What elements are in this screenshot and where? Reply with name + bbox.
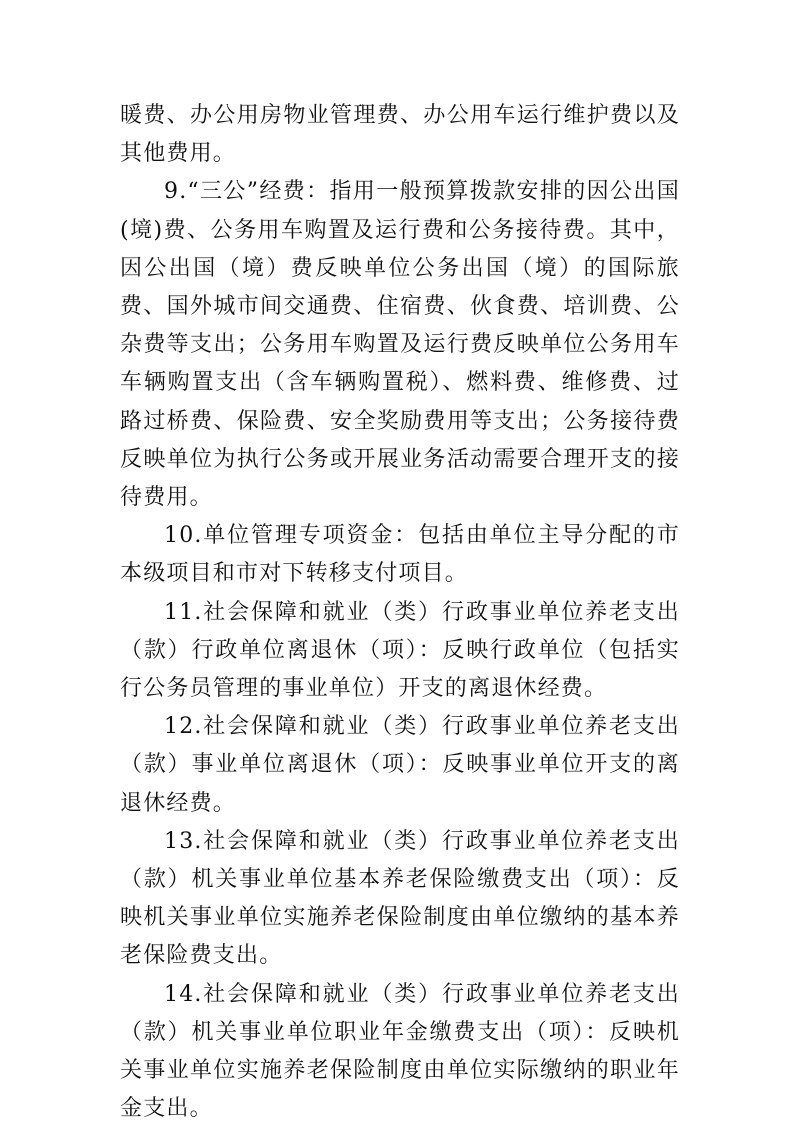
paragraph-item-13: 13.社会保障和就业（类）行政事业单位养老支出（款）机关事业单位基本养老保险缴费支出（项）：反映机关事业单位实施养老保险制度由单位缴纳的基本养老保险费支出。 [120, 828, 680, 969]
paragraph-item-9: 9.“三公”经费：指用一般预算拨款安排的因公出国(境)费、公务用车购置及运行费和公务接待费。其中，因公出国（境）费反映单位公务出国（境）的国际旅费、国外城市间交通费、住宿费、伙食费、培训费、公杂费等支出；公务用车购置及运行费反映单位公务用车车辆购置支出（含车辆购置税）、燃料费、维修费、过路过桥费、保险费、安全奖励费用等支出；公务接待费反映单位为执行公务或开展业务活动需要合理开支的接待费用。 [120, 179, 680, 511]
paragraph-item-14: 14.社会保障和就业（类）行政事业单位养老支出（款）机关事业单位职业年金缴费支出（项）：反映机关事业单位实施养老保险制度由单位实际缴纳的职业年金支出。 [120, 981, 680, 1122]
paragraph-item-10: 10.单位管理专项资金：包括由单位主导分配的市本级项目和市对下转移支付项目。 [120, 523, 680, 587]
paragraph-item-11: 11.社会保障和就业（类）行政事业单位养老支出（款）行政单位离退休（项）：反映行政单位（包括实行公务员管理的事业单位）开支的离退休经费。 [120, 599, 680, 702]
paragraph-continuation: 暖费、办公用房物业管理费、办公用车运行维护费以及其他费用。 [120, 103, 680, 167]
document-body [120, 97, 680, 1128]
paragraph-item-12: 12.社会保障和就业（类）行政事业单位养老支出（款）事业单位离退休（项）：反映事业单位开支的离退休经费。 [120, 714, 680, 816]
